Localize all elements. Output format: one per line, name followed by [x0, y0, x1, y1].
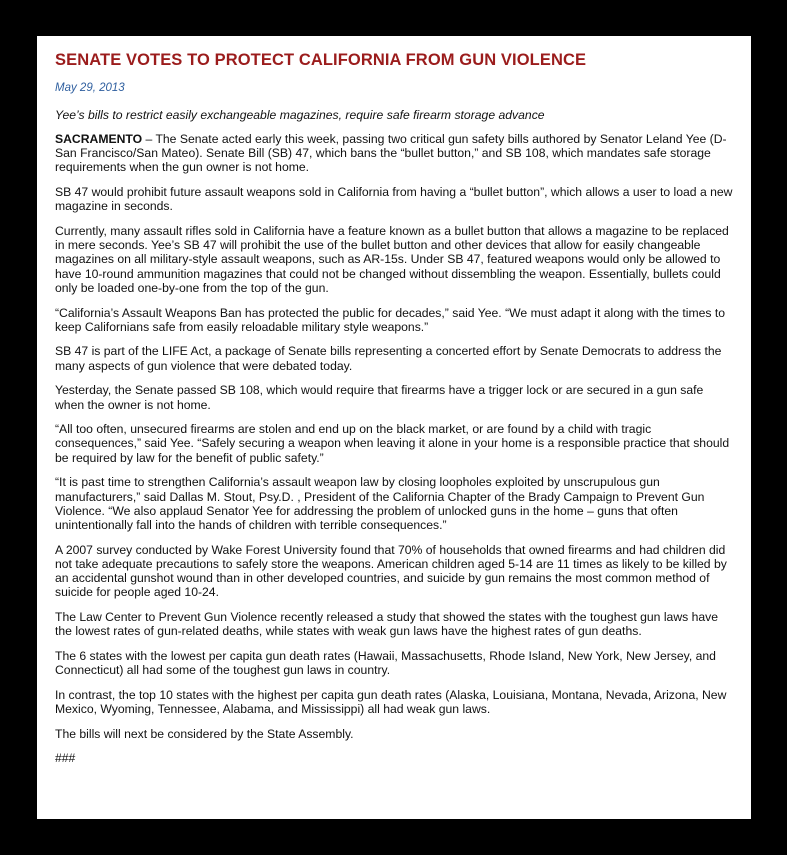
- release-date: May 29, 2013: [55, 82, 125, 94]
- press-release-page: [37, 36, 751, 819]
- headline: SENATE VOTES TO PROTECT CALIFORNIA FROM GUN VIOLENCE: [55, 51, 587, 69]
- paragraph: In contrast, the top 10 states with the highest per capita gun death rates (Alaska, Louisiana, Montana, Nevada, Arizona, New Mexico, Wyoming, Tennessee, Alabama, and Mississippi) all had weak gun laws.: [55, 687, 727, 716]
- lead-text: – The Senate acted early this week, passing two critical gun safety bills authored by Senator Leland Yee (D-San Francisco/San Mateo). Senate Bill (SB) 47, which bans the “bullet button,” and SB 108, which mandates safe storage requirements when the gun owner is not home.: [55, 132, 727, 175]
- paragraph: Currently, many assault rifles sold in California have a feature known as a bullet button that allows a magazine to be replaced in mere seconds. Yee’s SB 47 will prohibit the use of the bullet button and other devices that allow for easily changeable magazines on all military-style assault weapons, such as AR-15s. Under SB 47, featured weapons would only be allowed to have 10-round ammunition magazines that could not be changed without dissembling the weapon. Essentially, bullets could only be loaded one-by-one from the top of the gun.: [55, 224, 729, 295]
- paragraph: “It is past time to strengthen California’s assault weapon law by closing loopholes exploited by unscrupulous gun manufacturers,” said Dallas M. Stout, Psy.D. , President of the California Chapter of the Brady Campaign to Prevent Gun Violence. “We also applaud Senator Yee for addressing the problem of unlocked guns in the home – guns that often unintentionally fall into the hands of children with terrible consequences.”: [55, 475, 705, 532]
- paragraph: The bills will next be considered by the State Assembly.: [55, 726, 354, 741]
- paragraph: SB 47 is part of the LIFE Act, a package of Senate bills representing a concerted effort by Senate Democrats to address the many aspects of gun violence that were debated today.: [55, 344, 722, 373]
- paragraph: A 2007 survey conducted by Wake Forest University found that 70% of households that owned firearms and had children did not take adequate precautions to safely store the weapons. American children aged 5-14 are 11 times as likely to be killed by an accidental gunshot wound than in other developed countries, and suicide by gun remains the most common method of suicide for people aged 10-24.: [55, 542, 727, 600]
- dateline: SACRAMENTO: [55, 132, 143, 146]
- end-mark: ###: [55, 751, 76, 766]
- paragraph: Yesterday, the Senate passed SB 108, which would require that firearms have a trigger lock or are secured in a gun safe when the owner is not home.: [55, 383, 704, 412]
- paragraph: SB 47 would prohibit future assault weapons sold in California from having a “bullet button”, which allows a user to load a new magazine in seconds.: [55, 185, 733, 214]
- paragraph: The 6 states with the lowest per capita gun death rates (Hawaii, Massachusetts, Rhode Island, New York, New Jersey, and Connecticut) all had some of the toughest gun laws in country.: [55, 648, 716, 678]
- paragraph: The Law Center to Prevent Gun Violence recently released a study that showed the states with the toughest gun laws have the lowest rates of gun-related deaths, while states with weak gun laws have the highest rates of gun deaths.: [55, 609, 719, 639]
- subtitle: Yee’s bills to restrict easily exchangeable magazines, require safe firearm storage advance: [55, 108, 545, 122]
- article-body: [55, 132, 735, 766]
- paragraph: “All too often, unsecured firearms are stolen and end up on the black market, or are found by a child with tragic consequences,” said Yee. “Safely securing a weapon when leaving it alone in your home is a responsible practice that should be required by law for the benefit of public safety.”: [55, 422, 730, 465]
- lead-paragraph: [55, 132, 735, 175]
- paragraph: “California’s Assault Weapons Ban has protected the public for decades,” said Yee. “We must adapt it along with the times to keep Californians safe from easily reloadable military style weapons.”: [55, 305, 726, 334]
